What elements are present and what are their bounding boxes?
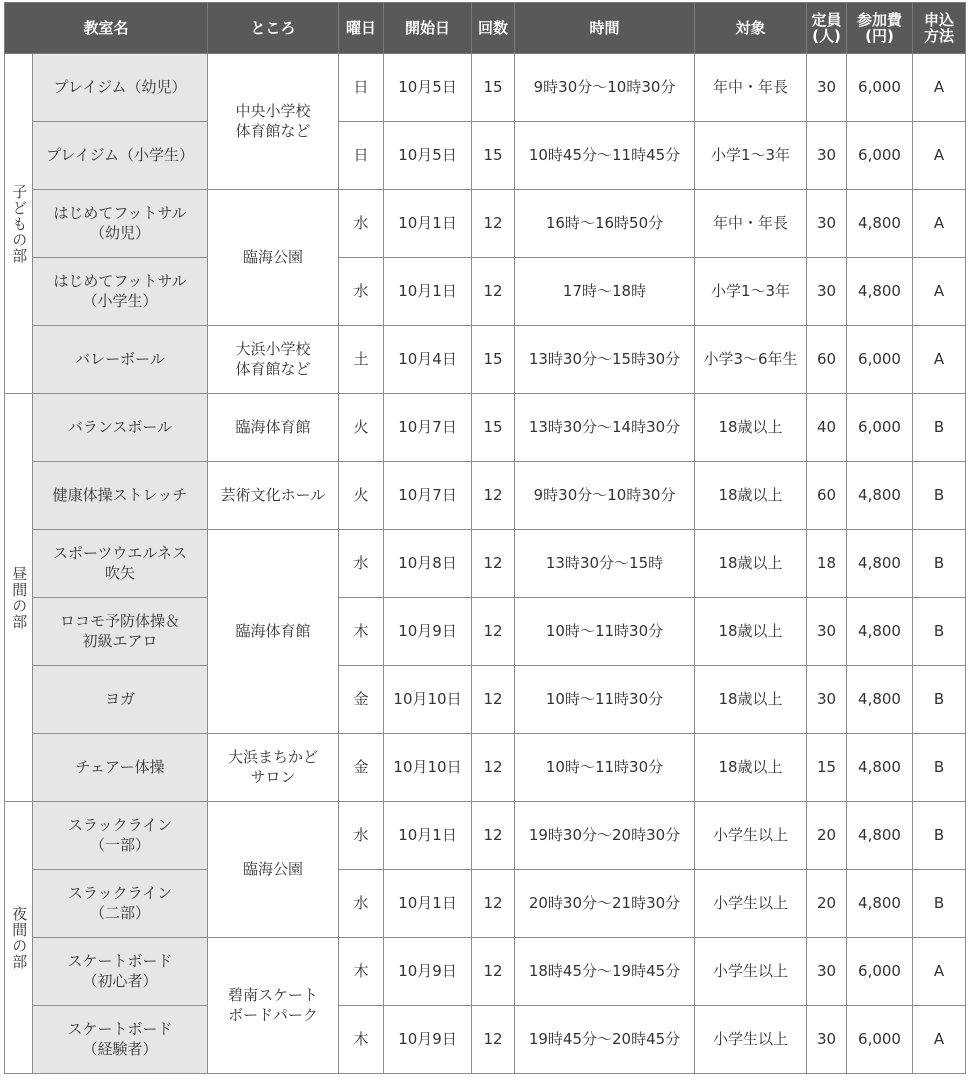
start-date: 10月1日 <box>384 870 472 938</box>
method: B <box>913 666 966 734</box>
header-count: 回数 <box>472 3 515 54</box>
header-time: 時間 <box>515 3 695 54</box>
class-name: 健康体操ストレッチ <box>33 462 208 530</box>
method: B <box>913 802 966 870</box>
target: 小学3～6年生 <box>695 326 807 394</box>
class-name: チェアー体操 <box>33 734 208 802</box>
fee: 6,000 <box>847 326 913 394</box>
start-date: 10月5日 <box>384 54 472 122</box>
table-row <box>5 734 966 802</box>
capacity: 30 <box>807 122 847 190</box>
day: 水 <box>339 870 384 938</box>
fee: 6,000 <box>847 54 913 122</box>
count: 12 <box>472 258 515 326</box>
method: B <box>913 394 966 462</box>
day: 土 <box>339 326 384 394</box>
count: 12 <box>472 190 515 258</box>
header-fee: 参加費 (円) <box>847 3 913 54</box>
start-date: 10月9日 <box>384 598 472 666</box>
time: 19時45分～20時45分 <box>515 1006 695 1074</box>
fee: 6,000 <box>847 1006 913 1074</box>
count: 15 <box>472 54 515 122</box>
target: 小学1～3年 <box>695 122 807 190</box>
target: 18歳以上 <box>695 666 807 734</box>
method: A <box>913 122 966 190</box>
table-row <box>5 938 966 1006</box>
method: B <box>913 870 966 938</box>
start-date: 10月7日 <box>384 462 472 530</box>
target: 小学1～3年 <box>695 258 807 326</box>
class-name: スポーツウエルネス 吹矢 <box>33 530 208 598</box>
target: 年中・年長 <box>695 190 807 258</box>
capacity: 15 <box>807 734 847 802</box>
day: 木 <box>339 1006 384 1074</box>
table-row <box>5 1006 966 1074</box>
fee: 4,800 <box>847 258 913 326</box>
header-capacity: 定員 (人) <box>807 3 847 54</box>
class-name: プレイジム（小学生） <box>33 122 208 190</box>
method: A <box>913 938 966 1006</box>
day: 水 <box>339 530 384 598</box>
count: 12 <box>472 1006 515 1074</box>
target: 18歳以上 <box>695 530 807 598</box>
target: 小学生以上 <box>695 938 807 1006</box>
fee: 4,800 <box>847 598 913 666</box>
method: A <box>913 190 966 258</box>
start-date: 10月9日 <box>384 938 472 1006</box>
time: 16時～16時50分 <box>515 190 695 258</box>
count: 12 <box>472 802 515 870</box>
count: 12 <box>472 598 515 666</box>
time: 18時45分～19時45分 <box>515 938 695 1006</box>
method: A <box>913 1006 966 1074</box>
target: 年中・年長 <box>695 54 807 122</box>
class-name: はじめてフットサル （小学生） <box>33 258 208 326</box>
target: 18歳以上 <box>695 394 807 462</box>
day: 日 <box>339 54 384 122</box>
capacity: 60 <box>807 326 847 394</box>
capacity: 30 <box>807 190 847 258</box>
capacity: 30 <box>807 938 847 1006</box>
method: B <box>913 462 966 530</box>
start-date: 10月1日 <box>384 258 472 326</box>
fee: 4,800 <box>847 666 913 734</box>
fee: 4,800 <box>847 462 913 530</box>
day: 日 <box>339 122 384 190</box>
fee: 6,000 <box>847 938 913 1006</box>
fee: 4,800 <box>847 530 913 598</box>
day: 火 <box>339 462 384 530</box>
start-date: 10月5日 <box>384 122 472 190</box>
start-date: 10月1日 <box>384 802 472 870</box>
method: B <box>913 530 966 598</box>
count: 12 <box>472 530 515 598</box>
class-name: はじめてフットサル （幼児） <box>33 190 208 258</box>
start-date: 10月1日 <box>384 190 472 258</box>
count: 15 <box>472 394 515 462</box>
method: A <box>913 258 966 326</box>
header-row <box>5 3 966 54</box>
header-day: 曜日 <box>339 3 384 54</box>
start-date: 10月8日 <box>384 530 472 598</box>
day: 金 <box>339 734 384 802</box>
place: 臨海体育館 <box>208 394 339 462</box>
fee: 4,800 <box>847 734 913 802</box>
capacity: 30 <box>807 1006 847 1074</box>
capacity: 20 <box>807 870 847 938</box>
time: 13時30分～14時30分 <box>515 394 695 462</box>
header-method: 申込 方法 <box>913 3 966 54</box>
target: 18歳以上 <box>695 462 807 530</box>
time: 17時～18時 <box>515 258 695 326</box>
day: 木 <box>339 598 384 666</box>
place: 臨海公園 <box>208 190 339 326</box>
target: 小学生以上 <box>695 1006 807 1074</box>
capacity: 40 <box>807 394 847 462</box>
day: 水 <box>339 190 384 258</box>
class-name: スケートボード （経験者） <box>33 1006 208 1074</box>
time: 13時30分～15時30分 <box>515 326 695 394</box>
target: 18歳以上 <box>695 734 807 802</box>
fee: 4,800 <box>847 802 913 870</box>
table-row <box>5 190 966 258</box>
table-row <box>5 598 966 666</box>
table-row <box>5 122 966 190</box>
time: 10時～11時30分 <box>515 598 695 666</box>
time: 13時30分～15時 <box>515 530 695 598</box>
table-row <box>5 462 966 530</box>
table-row <box>5 54 966 122</box>
class-name: ロコモ予防体操＆ 初級エアロ <box>33 598 208 666</box>
target: 小学生以上 <box>695 870 807 938</box>
place: 中央小学校 体育館など <box>208 54 339 190</box>
class-name: バランスボール <box>33 394 208 462</box>
time: 9時30分～10時30分 <box>515 462 695 530</box>
start-date: 10月4日 <box>384 326 472 394</box>
class-schedule-table <box>4 2 966 1074</box>
table-row <box>5 666 966 734</box>
start-date: 10月10日 <box>384 666 472 734</box>
place: 大浜小学校 体育館など <box>208 326 339 394</box>
capacity: 30 <box>807 598 847 666</box>
method: B <box>913 598 966 666</box>
table-row <box>5 258 966 326</box>
header-start: 開始日 <box>384 3 472 54</box>
fee: 4,800 <box>847 190 913 258</box>
section-label: 夜間の部 <box>5 802 33 1074</box>
class-name: プレイジム（幼児） <box>33 54 208 122</box>
capacity: 30 <box>807 258 847 326</box>
place: 臨海体育館 <box>208 530 339 734</box>
start-date: 10月9日 <box>384 1006 472 1074</box>
time: 10時～11時30分 <box>515 734 695 802</box>
table-row <box>5 870 966 938</box>
table-row <box>5 326 966 394</box>
count: 12 <box>472 666 515 734</box>
place: 芸術文化ホール <box>208 462 339 530</box>
count: 12 <box>472 938 515 1006</box>
class-name: スラックライン （二部） <box>33 870 208 938</box>
day: 金 <box>339 666 384 734</box>
class-name: バレーボール <box>33 326 208 394</box>
start-date: 10月10日 <box>384 734 472 802</box>
time: 19時30分～20時30分 <box>515 802 695 870</box>
start-date: 10月7日 <box>384 394 472 462</box>
time: 20時30分～21時30分 <box>515 870 695 938</box>
header-target: 対象 <box>695 3 807 54</box>
count: 12 <box>472 462 515 530</box>
table-row <box>5 530 966 598</box>
section-label: 昼間の部 <box>5 394 33 802</box>
count: 15 <box>472 122 515 190</box>
table-row <box>5 394 966 462</box>
header-name: 教室名 <box>5 3 208 54</box>
count: 12 <box>472 734 515 802</box>
time: 10時～11時30分 <box>515 666 695 734</box>
capacity: 60 <box>807 462 847 530</box>
method: A <box>913 54 966 122</box>
capacity: 20 <box>807 802 847 870</box>
fee: 4,800 <box>847 870 913 938</box>
header-place: ところ <box>208 3 339 54</box>
day: 木 <box>339 938 384 1006</box>
capacity: 30 <box>807 54 847 122</box>
method: B <box>913 734 966 802</box>
place: 碧南スケート ボードパーク <box>208 938 339 1074</box>
table-row <box>5 802 966 870</box>
capacity: 30 <box>807 666 847 734</box>
time: 10時45分～11時45分 <box>515 122 695 190</box>
class-name: スラックライン （一部） <box>33 802 208 870</box>
method: A <box>913 326 966 394</box>
fee: 6,000 <box>847 394 913 462</box>
target: 18歳以上 <box>695 598 807 666</box>
count: 12 <box>472 870 515 938</box>
fee: 6,000 <box>847 122 913 190</box>
day: 水 <box>339 802 384 870</box>
count: 15 <box>472 326 515 394</box>
class-name: スケートボード （初心者） <box>33 938 208 1006</box>
day: 火 <box>339 394 384 462</box>
time: 9時30分～10時30分 <box>515 54 695 122</box>
day: 水 <box>339 258 384 326</box>
capacity: 18 <box>807 530 847 598</box>
class-name: ヨガ <box>33 666 208 734</box>
place: 臨海公園 <box>208 802 339 938</box>
section-label: 子どもの部 <box>5 54 33 394</box>
target: 小学生以上 <box>695 802 807 870</box>
place: 大浜まちかど サロン <box>208 734 339 802</box>
